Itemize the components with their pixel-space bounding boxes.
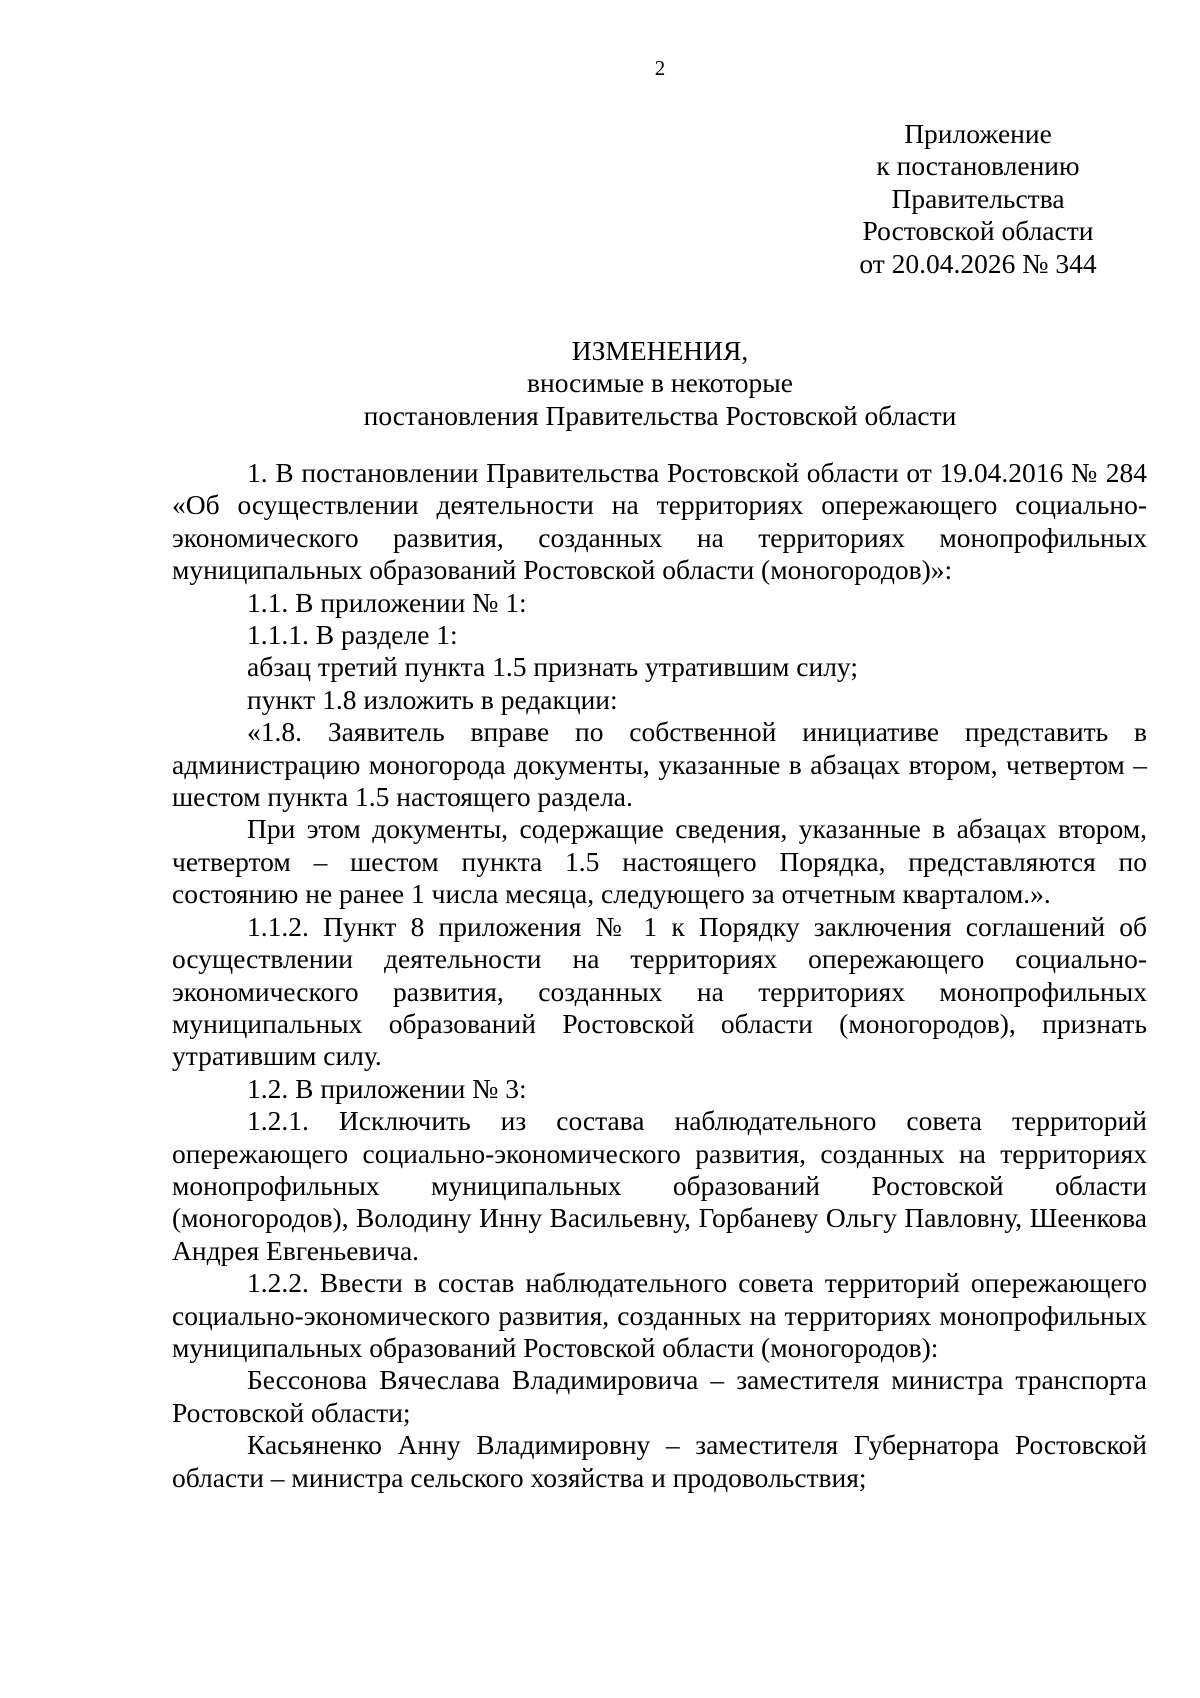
- paragraph-1-1: 1.1. В приложении № 1:: [247, 586, 527, 618]
- paragraph-member: Бессонова Вячеслава Владимировича – заместителя министра транспорта Ростовской области;: [172, 1364, 1147, 1428]
- appendix-line: Ростовской области: [862, 215, 1094, 247]
- page-number: 2: [654, 56, 666, 80]
- title-heading: ИЗМЕНЕНИЯ,: [571, 335, 749, 366]
- appendix-header: [838, 118, 1118, 280]
- appendix-date-number: от 20.04.2026 № 344: [859, 247, 1097, 279]
- paragraph-punkt: пункт 1.8 изложить в редакции:: [247, 683, 618, 715]
- appendix-line: Приложение: [904, 118, 1052, 149]
- paragraph-1-8: «1.8. Заявитель вправе по собственной инициативе представить в администрацию моногорода документы, указанные в абзацах втором, четвертом – шестом пункта 1.5 настоящего раздела.: [172, 716, 1147, 813]
- paragraph-1: 1. В постановлении Правительства Ростовской области от 19.04.2016 № 284 «Об осуществлении деятельности на территориях опережающего социально-экономического развития, созданных на территориях монопрофильных муниципальных образований Ростовской области (моногородов)»:: [172, 457, 1147, 586]
- document-title: [340, 335, 980, 432]
- paragraph-member: Касьяненко Анну Владимировну – заместителя Губернатора Ростовской области – министра сельского хозяйства и продовольствия;: [172, 1429, 1147, 1493]
- document-body: [172, 457, 1147, 1494]
- paragraph-1-2-1: 1.2.1. Исключить из состава наблюдательного совета территорий опережающего социально-экономического развития, созданных на территориях монопрофильных муниципальных образований Ростовской области (моногородов), Володину Инну Васильевну, Горбаневу Ольгу Павловну, Шеенкова Андрея Евгеньевича.: [172, 1105, 1147, 1266]
- appendix-line: Правительства: [891, 182, 1065, 214]
- title-subtitle: вносимые в некоторые: [527, 367, 793, 399]
- paragraph-abzac: абзац третий пункта 1.5 признать утратившим силу;: [247, 651, 858, 683]
- title-subtitle: постановления Правительства Ростовской области: [363, 399, 957, 431]
- paragraph-1-1-2: 1.1.2. Пункт 8 приложения № 1 к Порядку заключения соглашений об осуществлении деятельности на территориях опережающего социально-экономического развития, созданных на территориях монопрофильных муниципальных образований Ростовской области (моногородов), признать утратившим силу.: [172, 910, 1147, 1072]
- paragraph-documents: При этом документы, содержащие сведения, указанные в абзацах втором, четвертом – шестом пункта 1.5 настоящего Порядка, представляются по состоянию не ранее 1 числа месяца, следующего за отчетным кварталом.».: [172, 813, 1147, 910]
- paragraph-1-2: 1.2. В приложении № 3:: [247, 1072, 527, 1104]
- paragraph-1-1-1: 1.1.1. В разделе 1:: [247, 619, 458, 651]
- appendix-line: к постановлению: [876, 150, 1080, 182]
- paragraph-1-2-2: 1.2.2. Ввести в состав наблюдательного совета территорий опережающего социально-экономического развития, созданных на территориях монопрофильных муниципальных образований Ростовской области (моногородов):: [172, 1267, 1147, 1363]
